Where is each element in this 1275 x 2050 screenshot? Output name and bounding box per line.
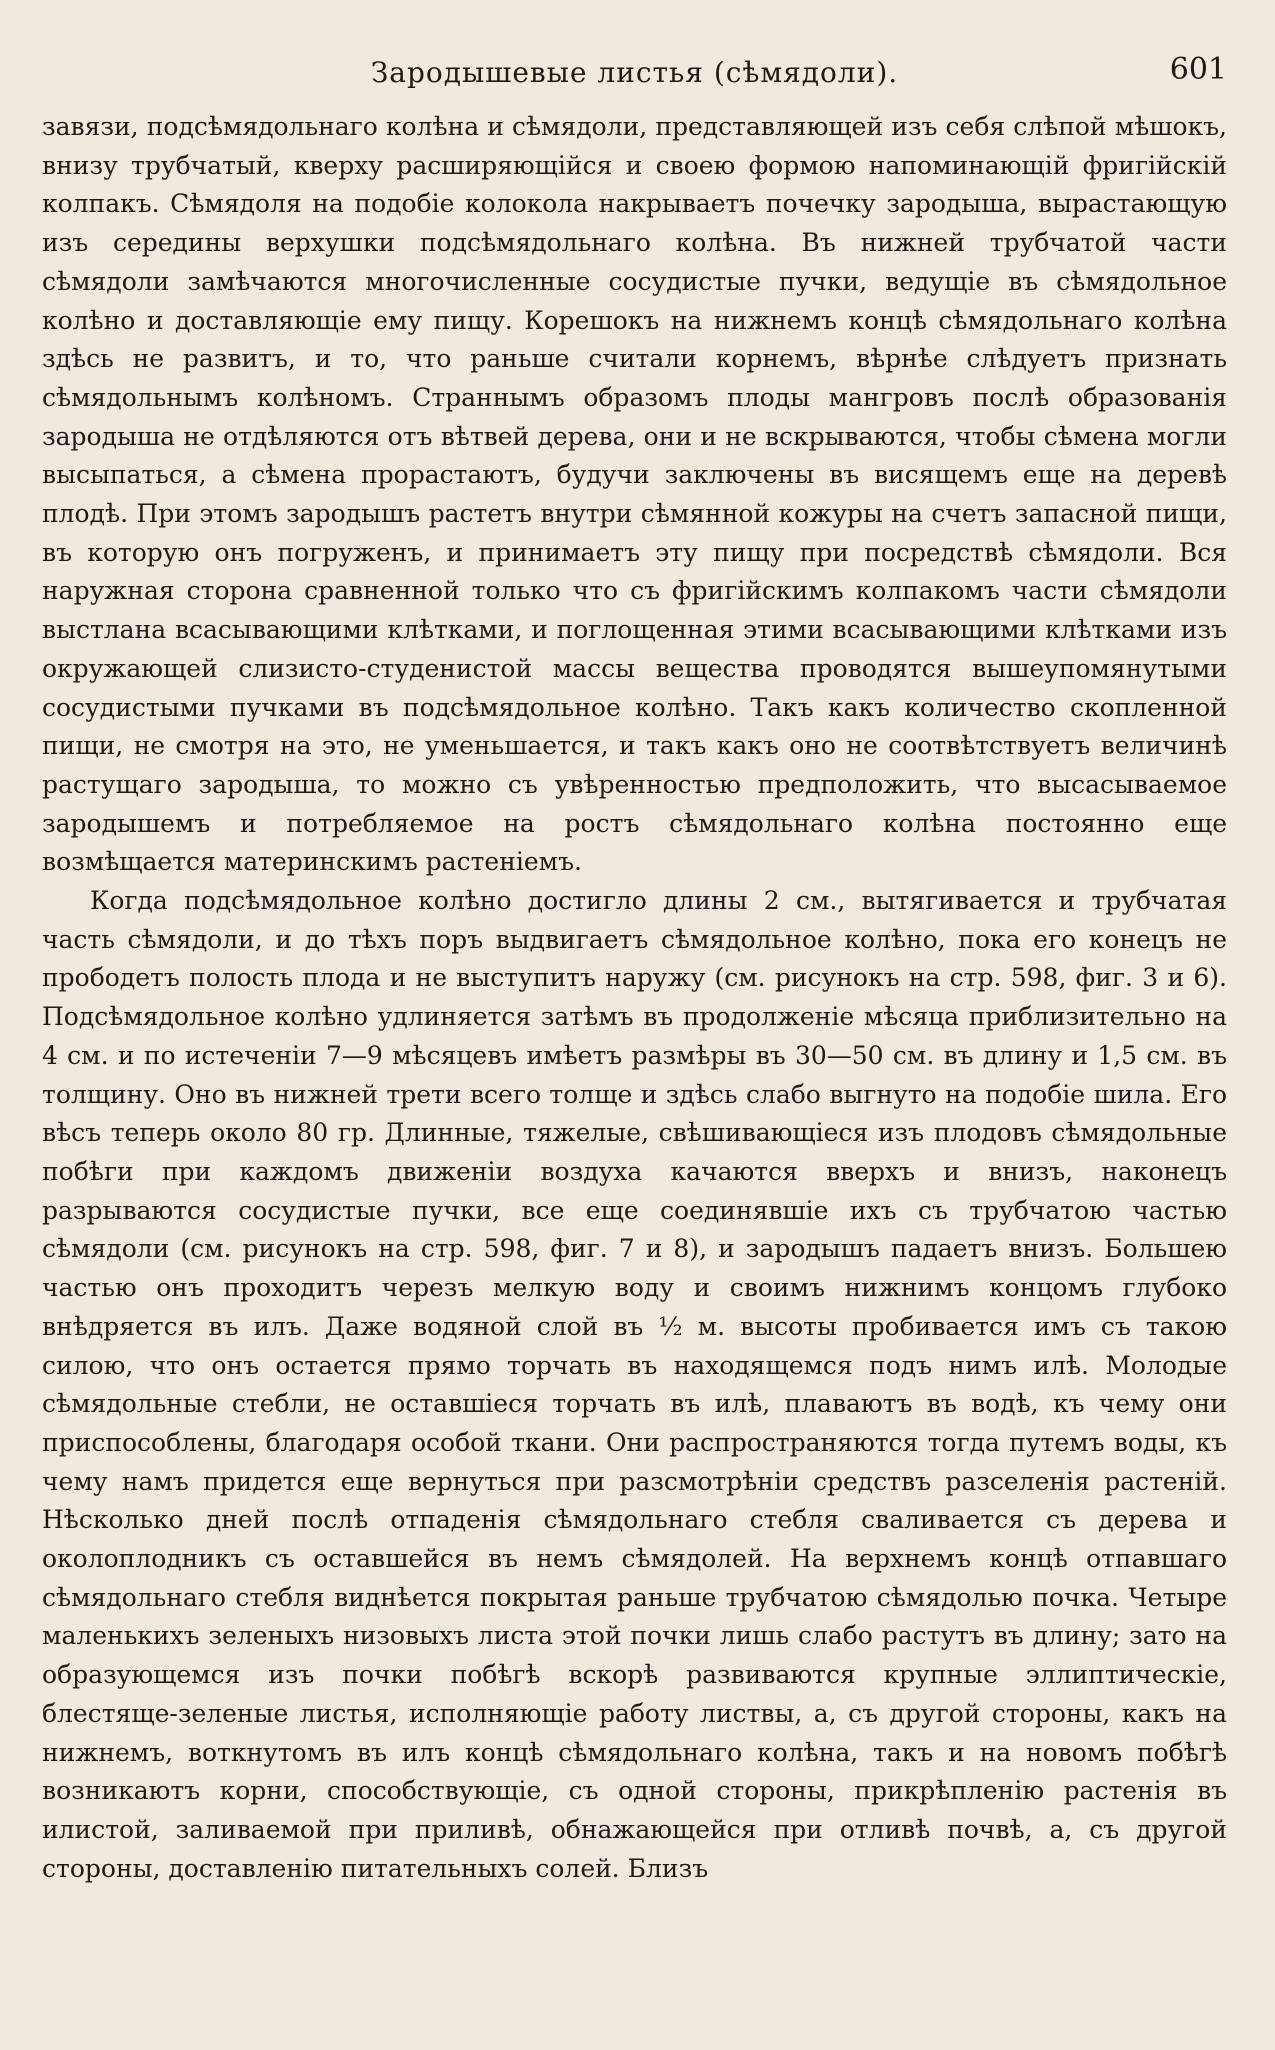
running-title: Зародышевые листья (сѣмядоли).: [370, 56, 899, 89]
running-header: [42, 52, 1227, 92]
page-body: [42, 108, 1227, 1888]
paragraph: Когда подсѣмядольное колѣно достигло длины 2 см., вытягивается и трубчатая часть сѣмядоли, и до тѣхъ поръ выдвигаетъ сѣмядольное колѣно, пока его конецъ не прободетъ полость плода и не выступитъ наружу (см. рисунокъ на стр. 598, фиг. 3 и 6). Подсѣмядольное колѣно удлиняется затѣмъ въ продолженіе мѣсяца приблизительно на 4 см. и по истеченіи 7—9 мѣсяцевъ имѣетъ размѣры въ 30—50 см. въ длину и 1,5 см. въ толщину. Оно въ нижней трети всего толще и здѣсь слабо выгнуто на подобіе шила. Его вѣсъ теперь около 80 гр. Длинные, тяжелые, свѣшивающіеся изъ плодовъ сѣмядольные побѣги при каждомъ движеніи воздуха качаются вверхъ и внизъ, наконецъ разрываются сосудистые пучки, все еще соединявшіе ихъ съ трубчатою частью сѣмядоли (см. рисунокъ на стр. 598, фиг. 7 и 8), и зародышъ падаетъ внизъ. Большею частью онъ проходитъ черезъ мелкую воду и своимъ нижнимъ концомъ глубоко внѣдряется въ илъ. Даже водяной слой въ ½ м. высоты пробивается имъ съ такою силою, что онъ остается прямо торчать въ находящемся подъ нимъ илѣ. Молодые сѣмядольные стебли, не оставшіеся торчать въ илѣ, плаваютъ въ водѣ, къ чему они приспособлены, благодаря особой ткани. Они распространяются тогда путемъ воды, къ чему намъ придется еще вернуться при разсмотрѣніи средствъ разселенія растеній. Нѣсколько дней послѣ отпаденія сѣмядольнаго стебля сваливается съ дерева и околоплодникъ съ оставшейся въ немъ сѣмядолей. На верхнемъ концѣ отпавшаго сѣмядольнаго стебля виднѣется покрытая раньше трубчатою сѣмядолью почка. Четыре маленькихъ зеленыхъ низовыхъ листа этой почки лишь слабо растутъ въ длину; зато на образующемся изъ почки побѣгѣ вскорѣ развиваются крупные эллиптическіе, блестяще-зеленые листья, исполняющіе работу листвы, а, съ другой стороны, какъ на нижнемъ, воткнутомъ въ илъ концѣ сѣмядольнаго колѣна, такъ и на новомъ побѣгѣ возникаютъ корни, способствующіе, съ одной стороны, прикрѣпленію растенія въ илистой, заливаемой при приливѣ, обнажающейся при отливѣ почвѣ, а, съ другой стороны, доставленію питательныхъ солей. Близъ: [42, 886, 1227, 1883]
page-number: 601: [1169, 52, 1227, 87]
paragraph-continued: завязи, подсѣмядольнаго колѣна и сѣмядоли, представляющей изъ себя слѣпой мѣшокъ, внизу трубчатый, кверху расширяющійся и своею формою напоминающій фригійскій колпакъ. Сѣмядоля на подобіе колокола накрываетъ почечку зародыша, вырастающую изъ середины верхушки подсѣмядольнаго колѣна. Въ нижней трубчатой части сѣмядоли замѣчаются многочисленные сосудистые пучки, ведущіе въ сѣмядольное колѣно и доставляющіе ему пищу. Корешокъ на нижнемъ концѣ сѣмядольнаго колѣна здѣсь не развитъ, и то, что раньше считали корнемъ, вѣрнѣе слѣдуетъ признать сѣмядольнымъ колѣномъ. Страннымъ образомъ плоды мангровъ послѣ образованія зародыша не отдѣляются отъ вѣтвей дерева, они и не вскрываются, чтобы сѣмена могли высыпаться, а сѣмена прорастаютъ, будучи заключены въ висящемъ еще на деревѣ плодѣ. При этомъ зародышъ растетъ внутри сѣмянной кожуры на счетъ запасной пищи, въ которую онъ погруженъ, и принимаетъ эту пищу при посредствѣ сѣмядоли. Вся наружная сторона сравненной только что съ фригійскимъ колпакомъ части сѣмядоли выстлана всасывающими клѣтками, и поглощенная этими всасывающими клѣтками изъ окружающей слизисто-студенистой массы вещества проводятся вышеупомянутыми сосудистыми пучками въ подсѣмядольное колѣно. Такъ какъ количество скопленной пищи, не смотря на это, не уменьшается, и такъ какъ оно не соотвѣтствуетъ величинѣ растущаго зародыша, то можно съ увѣренностью предположить, что высасываемое зародышемъ и потребляемое на ростъ сѣмядольнаго колѣна постоянно еще возмѣщается материнскимъ растеніемъ.: [42, 112, 1227, 877]
